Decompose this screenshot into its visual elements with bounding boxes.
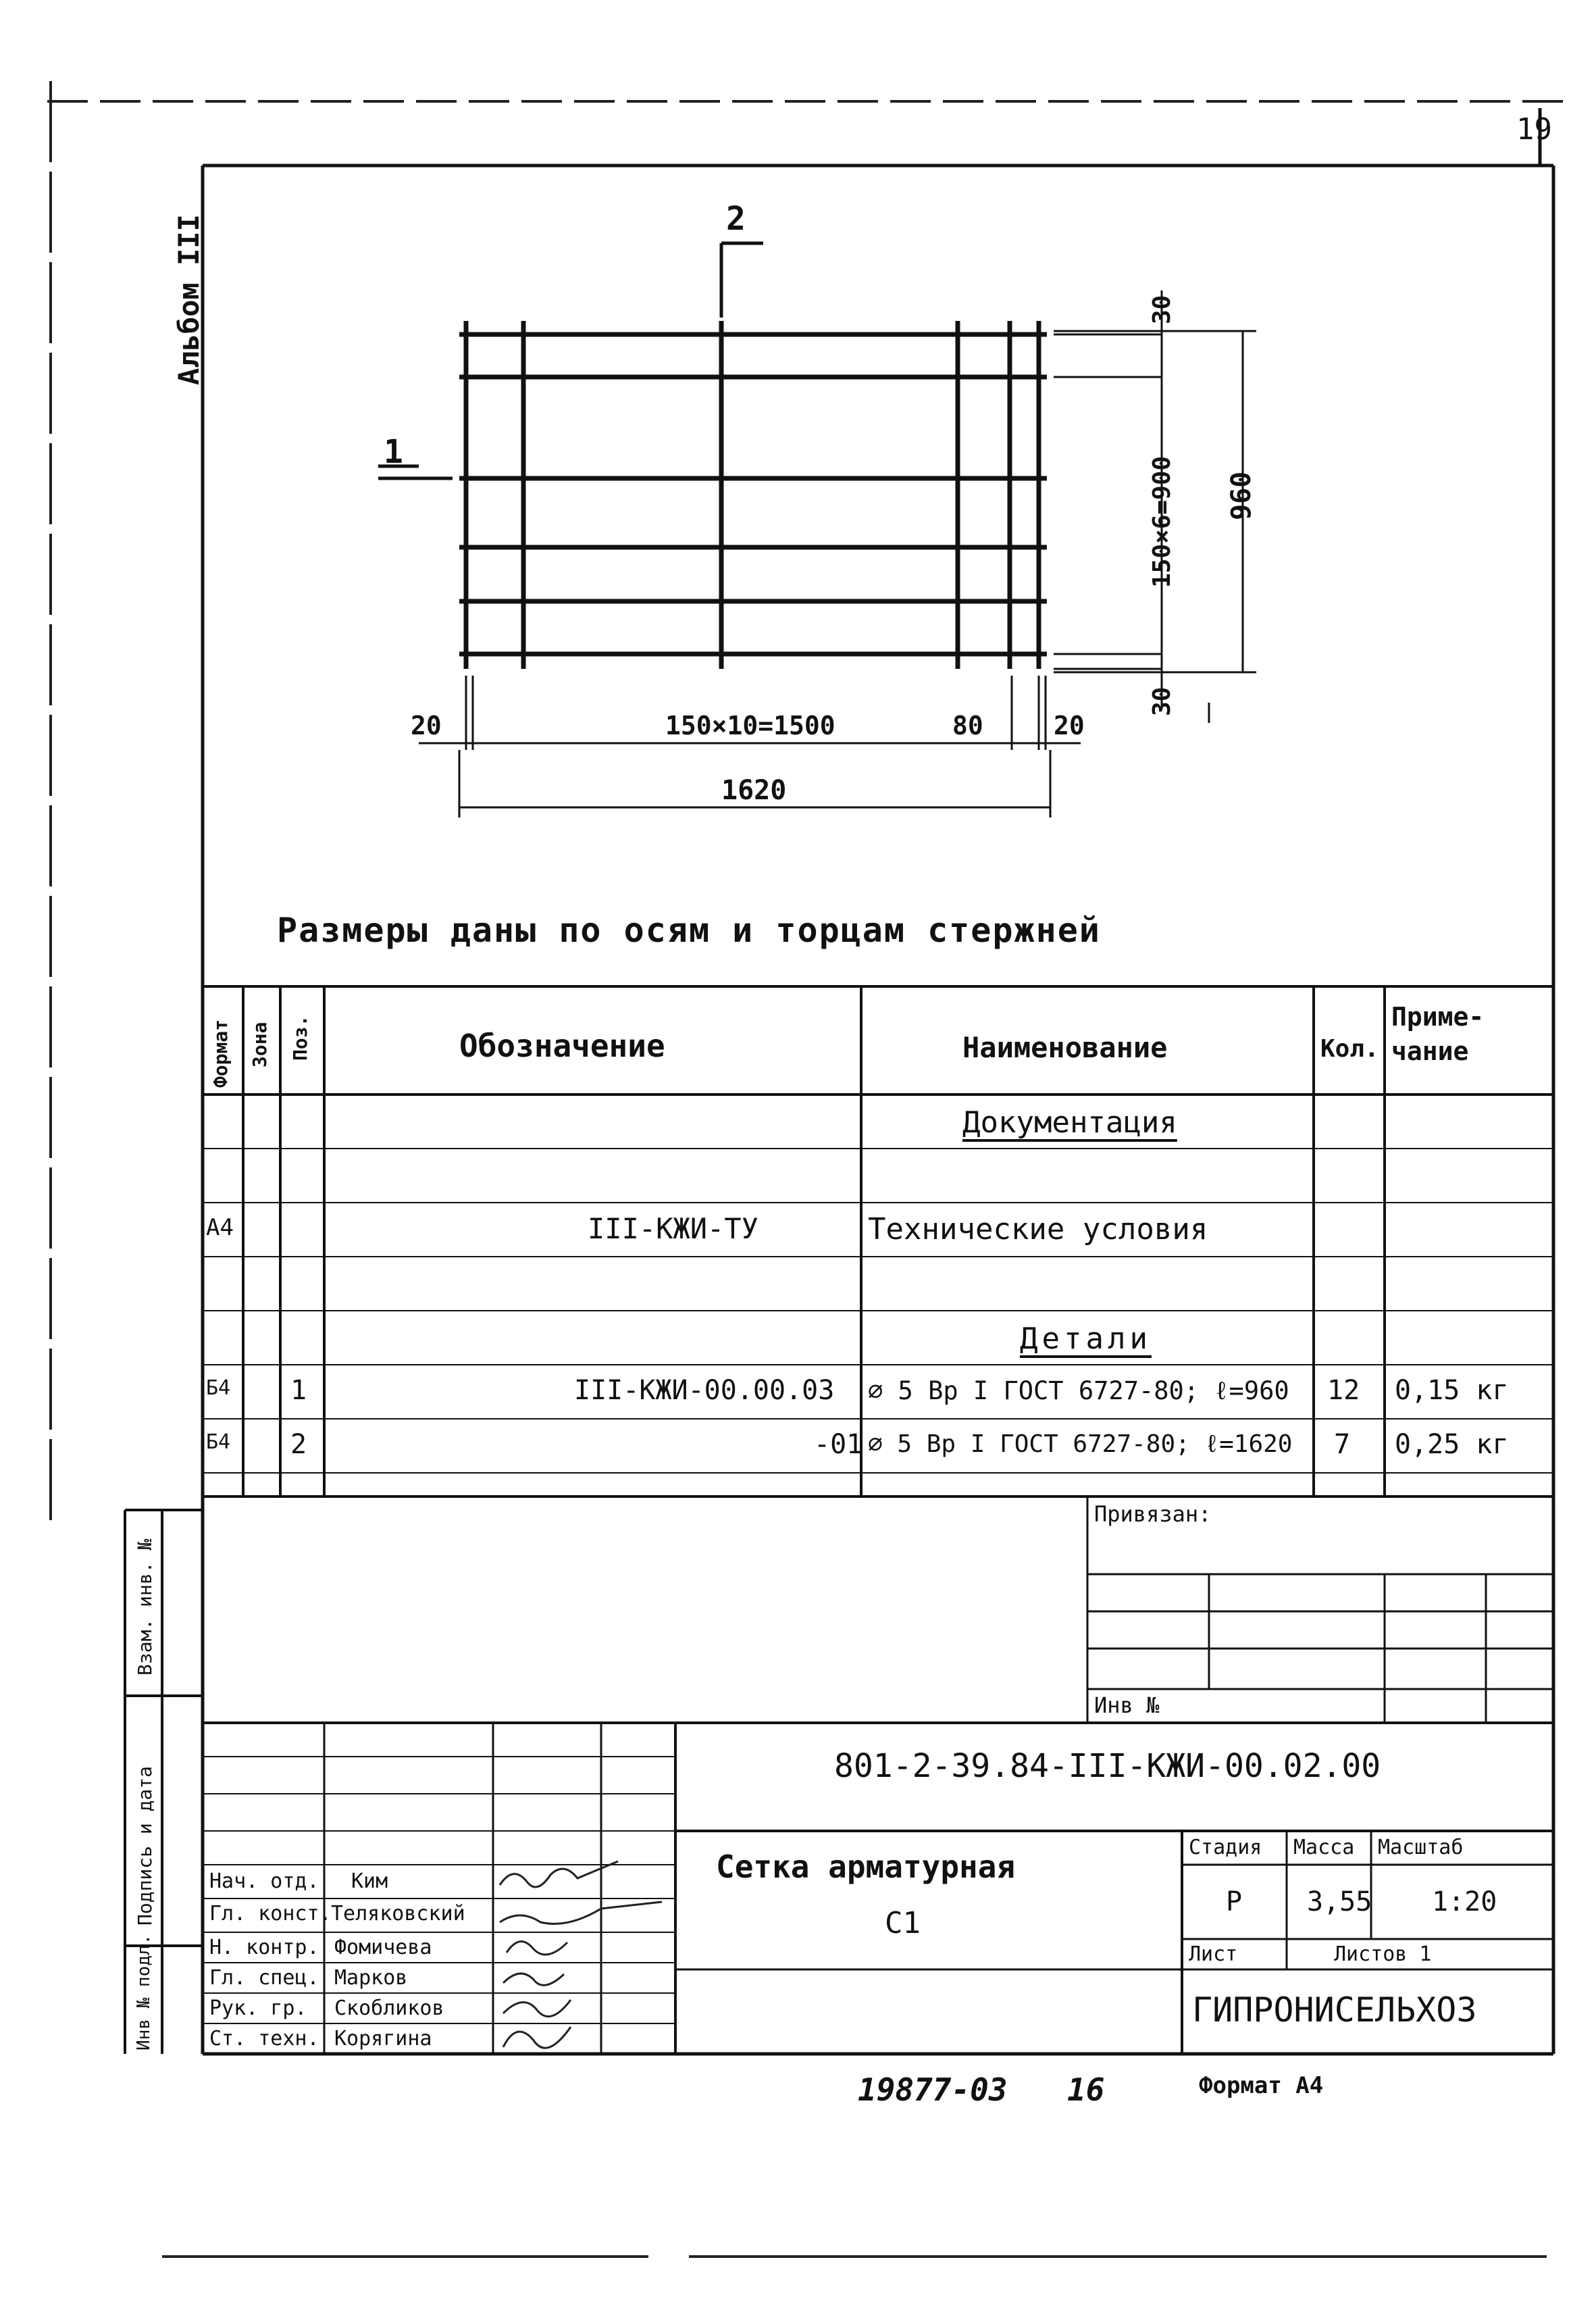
organization-name: ГИПРОНИСЕЛЬХОЗ	[1192, 1990, 1477, 2030]
dim-bar-spacing-vertical: 150×6=900	[1148, 455, 1176, 588]
cell-note: 0,25 кг	[1395, 1429, 1509, 1460]
cell-format: А4	[206, 1214, 234, 1241]
album-label: Альбом III	[172, 214, 205, 385]
binding-inv-label: Инв №	[1094, 1692, 1160, 1718]
dim-edge-left: 20	[411, 711, 442, 740]
signature-role: Гл. спец.	[209, 1966, 319, 1990]
margin-label-vzam: Взам. инв. №	[134, 1538, 156, 1676]
section-mark-2: 2	[726, 200, 746, 238]
title-line-2: С1	[885, 1906, 921, 1940]
binding-label: Привязан:	[1094, 1501, 1212, 1527]
col-header-format: Формат	[209, 1019, 232, 1088]
dim-overall-width: 1620	[721, 775, 787, 806]
signature-role: Рук. гр.	[209, 1996, 307, 2020]
cell-name: ⌀ 5 Вр I ГОСТ 6727-80; ℓ=1620	[868, 1430, 1293, 1458]
cell-qty: 7	[1334, 1429, 1351, 1460]
section-mark-1: 1	[384, 433, 403, 471]
mass-label: Масса	[1293, 1836, 1355, 1859]
margin-label-podpis: Подпись и дата	[134, 1765, 156, 1926]
cell-designation: III-КЖИ-ТУ	[588, 1212, 758, 1245]
dim-edge-top: 30	[1148, 295, 1176, 324]
scale-value: 1:20	[1432, 1886, 1497, 1917]
signature-scribbles	[500, 1861, 662, 2048]
signature-role: Гл. конст.	[209, 1902, 332, 1926]
cell-pos: 1	[290, 1375, 307, 1406]
section-documentation: Документация	[962, 1105, 1177, 1140]
mass-value: 3,55	[1307, 1886, 1372, 1917]
col-header-qty: Кол.	[1320, 1035, 1379, 1063]
drawing-note: Размеры даны по осям и торцам стержней	[277, 911, 1101, 950]
signature-role: Ст. техн.	[209, 2027, 319, 2051]
dimension-lines	[419, 291, 1256, 818]
sheet-label: Лист	[1189, 1942, 1238, 1966]
stage-value: Р	[1226, 1886, 1243, 1917]
format-label: Формат А4	[1199, 2072, 1324, 2099]
trim-lines	[47, 81, 1574, 2257]
cell-note: 0,15 кг	[1395, 1375, 1509, 1406]
title-line-1: Сетка арматурная	[716, 1848, 1016, 1885]
mesh	[459, 321, 1047, 669]
cell-format: Б4	[206, 1376, 231, 1400]
signature-name: Скобликов	[334, 1996, 444, 2020]
section-details: Детали	[1020, 1322, 1152, 1356]
stage-label: Стадия	[1189, 1836, 1262, 1859]
signature-name: Ким	[351, 1869, 388, 1893]
margin-label-inv: Инв № подл.	[134, 1934, 154, 2051]
archive-number: 19877-03	[858, 2071, 1008, 2108]
binding-box-grid	[1087, 1496, 1553, 1723]
doc-code: 801-2-39.84-III-КЖИ-00.02.00	[834, 1747, 1381, 1785]
page-number: 19	[1516, 112, 1552, 147]
col-header-zone: Зона	[249, 1022, 271, 1067]
cell-pos: 2	[290, 1429, 307, 1460]
col-header-pos: Поз.	[289, 1015, 311, 1061]
cell-name: ⌀ 5 Вр I ГОСТ 6727-80; ℓ=960	[868, 1376, 1289, 1405]
cell-format: Б4	[206, 1430, 231, 1454]
sheets-label: Листов 1	[1334, 1942, 1432, 1966]
signature-name: Марков	[334, 1966, 408, 1990]
cell-designation: III-КЖИ-00.00.03	[574, 1375, 835, 1406]
signature-name: Теляковский	[331, 1902, 465, 1926]
dim-overall-height: 960	[1226, 471, 1257, 520]
dim-edge-bottom: 30	[1148, 686, 1176, 716]
col-header-note: Приме-чание	[1391, 1002, 1485, 1067]
footer-page: 16	[1067, 2071, 1105, 2108]
signature-name: Корягина	[334, 2027, 432, 2051]
col-header-designation: Обозначение	[459, 1028, 665, 1064]
dim-edge-right: 20	[1054, 711, 1085, 740]
signature-role: Н. контр.	[209, 1936, 319, 1959]
col-header-name: Наименование	[962, 1031, 1168, 1064]
dim-end-spacing: 80	[952, 711, 983, 740]
scale-label: Масштаб	[1378, 1836, 1464, 1859]
cell-qty: 12	[1327, 1375, 1360, 1406]
cell-name: Технические условия	[868, 1212, 1208, 1247]
signature-name: Фомичева	[334, 1936, 432, 1959]
cell-designation: -01	[814, 1429, 863, 1460]
dim-bar-spacing-horizontal: 150×10=1500	[665, 711, 835, 740]
signature-role: Нач. отд.	[209, 1869, 319, 1893]
section-marks	[378, 243, 763, 478]
